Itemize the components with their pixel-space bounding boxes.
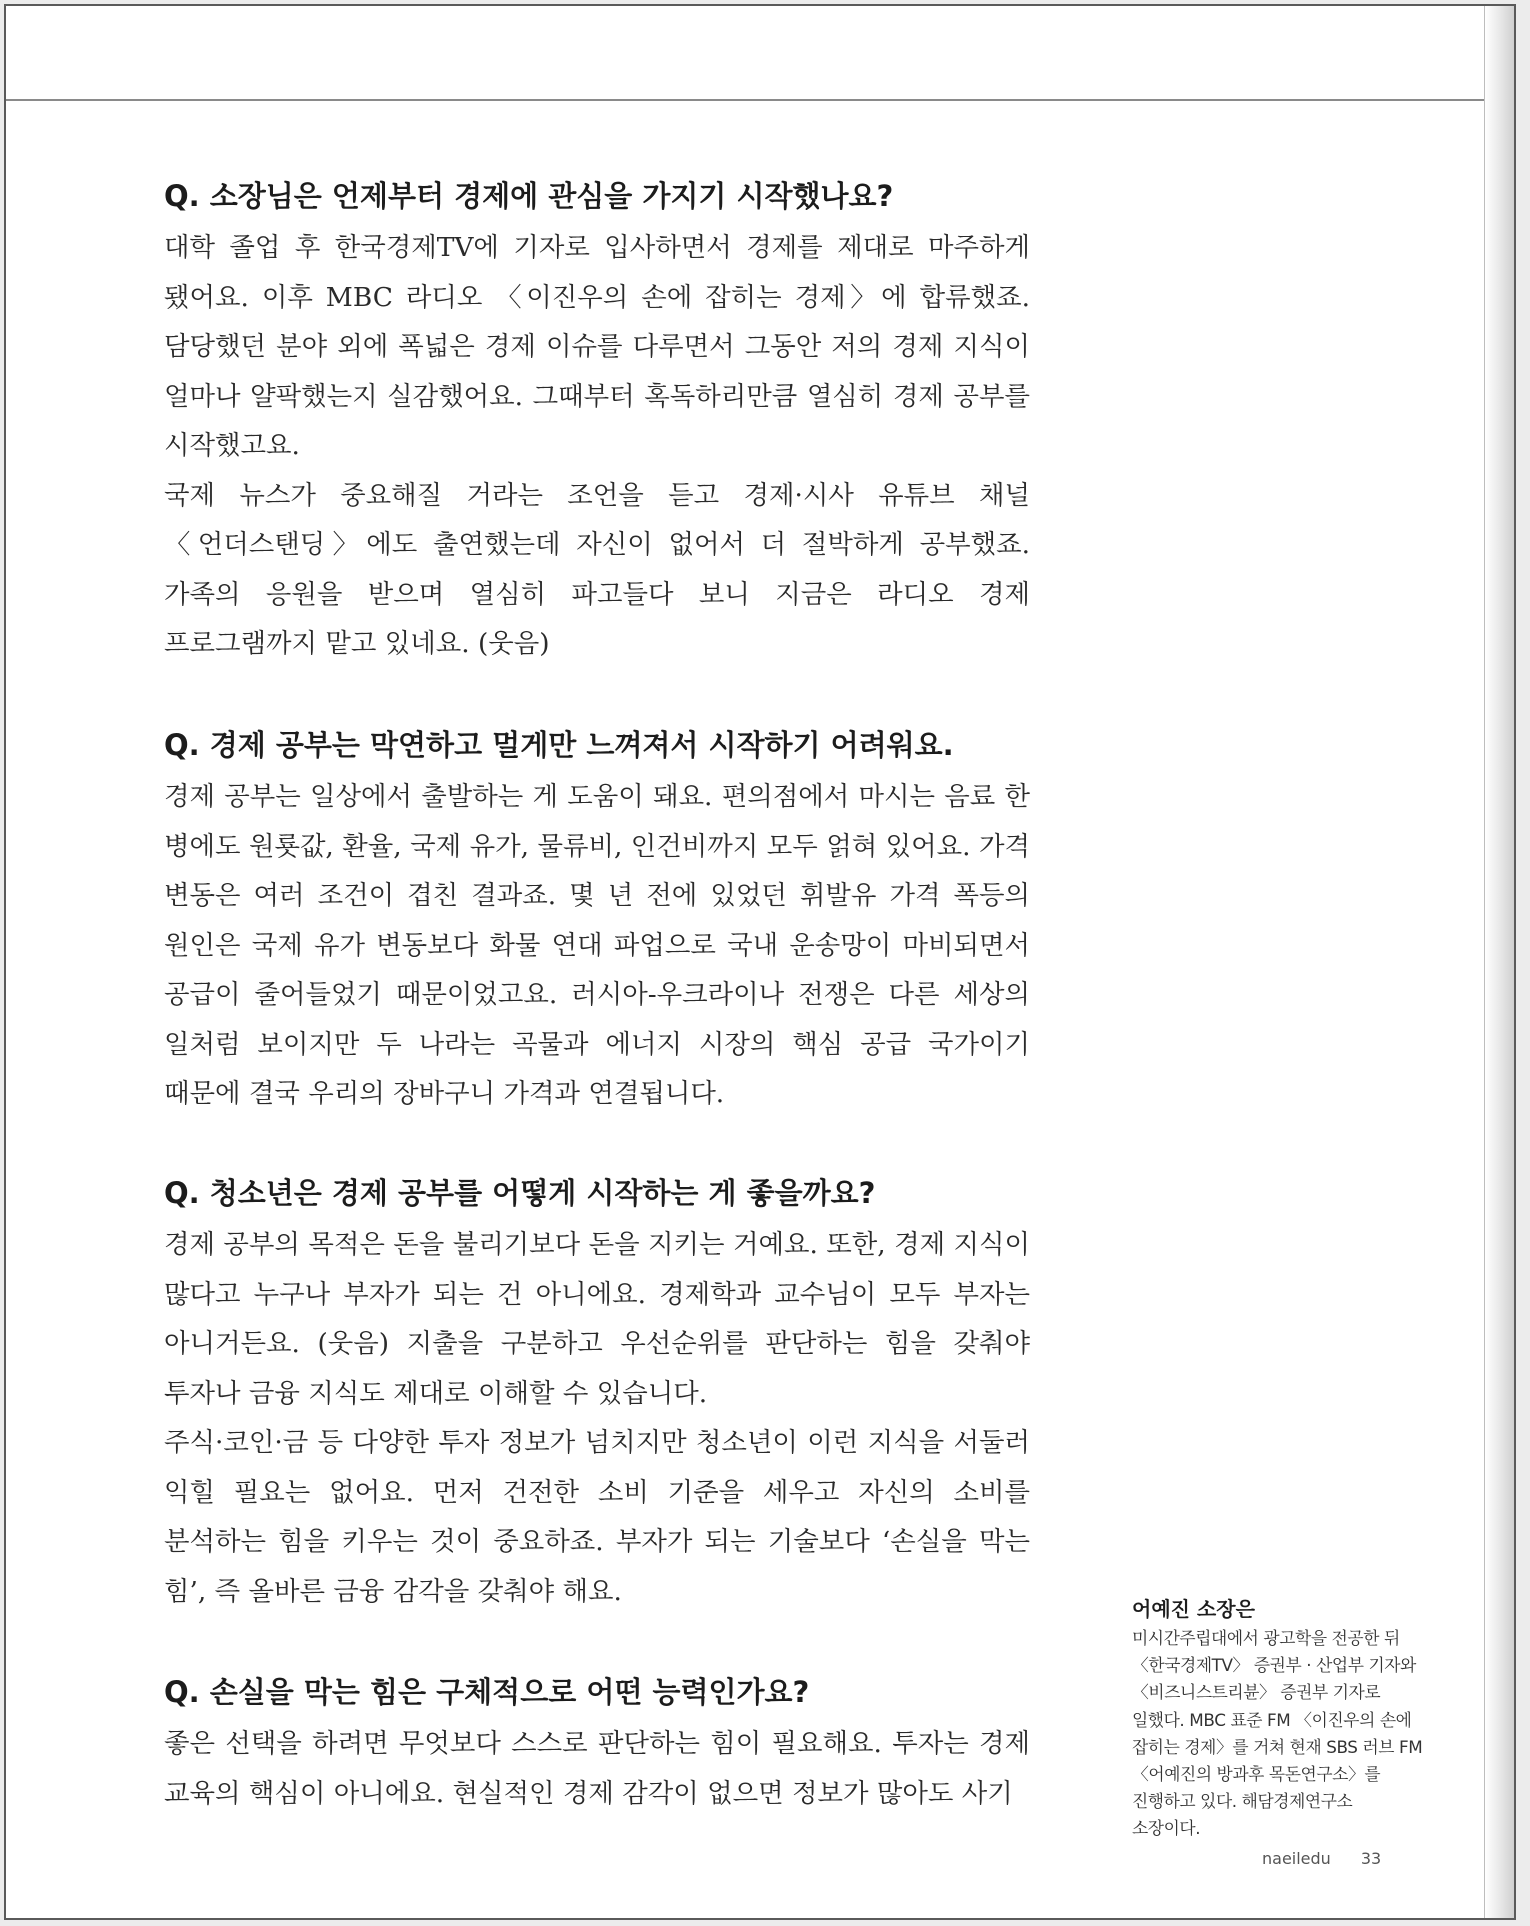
interview-section-1 [164, 176, 1030, 669]
answer-paragraph: 경제 공부의 목적은 돈을 불리기보다 돈을 지키는 거예요. 또한, 경제 지식이 많다고 누구나 부자가 되는 건 아니에요. 경제학과 교수님이 모두 부자는 아니거든요. (웃음) 지출을 구분하고 우선순위를 판단하는 힘을 갖춰야 투자나 금융 지식도 제대로 이해할 수 있습니다. [164, 1229, 1030, 1409]
question-heading: Q. 손실을 막는 힘은 구체적으로 어떤 능력인가요? [164, 1675, 810, 1709]
answer-paragraph: 주식·코인·금 등 다양한 투자 정보가 넘치지만 청소년이 이런 지식을 서둘러 익힐 필요는 없어요. 먼저 건전한 소비 기준을 세우고 자신의 소비를 분석하는 힘을 키우는 것이 중요하죠. 부자가 되는 기술보다 ‘손실을 막는 힘’, 즉 올바른 금융 감각을 갖춰야 해요. [164, 1427, 1030, 1607]
question-heading: Q. 소장님은 언제부터 경제에 관심을 가지기 시작했나요? [164, 179, 894, 213]
header-rule [6, 99, 1514, 101]
answer-paragraph: 국제 뉴스가 중요해질 거라는 조언을 듣고 경제·시사 유튜브 채널 〈언더스탠딩〉에도 출연했는데 자신이 없어서 더 절박하게 공부했죠. 가족의 응원을 받으며 열심히 파고들다 보니 지금은 라디오 경제 프로그램까지 맡고 있네요. (웃음) [164, 479, 1030, 659]
profile-sidebar [1132, 1595, 1424, 1843]
interview-section-2 [164, 725, 1030, 1119]
interview-section-4 [164, 1672, 1030, 1818]
magazine-page [4, 4, 1516, 1920]
page-edge [1484, 6, 1514, 1918]
profile-title: 어예진 소장은 [1132, 1597, 1255, 1621]
answer-paragraph: 경제 공부는 일상에서 출발하는 게 도움이 돼요. 편의점에서 마시는 음료 한 병에도 원룟값, 환율, 국제 유가, 물류비, 인건비까지 모두 얽혀 있어요. 가격 변동은 여러 조건이 겹친 결과죠. 몇 년 전에 있었던 휘발유 가격 폭등의 원인은 국제 유가 변동보다 화물 연대 파업으로 국내 운송망이 마비되면서 공급이 줄어들었기 때문이었고요. 러시아-우크라이나 전쟁은 다른 세상의 일처럼 보이지만 두 나라는 곡물과 에너지 시장의 핵심 공급 국가이기 때문에 결국 우리의 장바구니 가격과 연결됩니다. [164, 781, 1030, 1109]
answer-paragraph: 좋은 선택을 하려면 무엇보다 스스로 판단하는 힘이 필요해요. 투자는 경제 교육의 핵심이 아니에요. 현실적인 경제 감각이 없으면 정보가 많아도 사기 [164, 1728, 1030, 1809]
interview-section-3 [164, 1173, 1030, 1616]
answer-paragraph: 대학 졸업 후 한국경제TV에 기자로 입사하면서 경제를 제대로 마주하게 됐어요. 이후 MBC 라디오 〈이진우의 손에 잡히는 경제〉에 합류했죠. 담당했던 분야 외에 폭넓은 경제 이슈를 다루면서 그동안 저의 경제 지식이 얼마나 얄팍했는지 실감했어요. 그때부터 혹독하리만큼 열심히 경제 공부를 시작했고요. [164, 232, 1030, 461]
question-heading: Q. 경제 공부는 막연하고 멀게만 느껴져서 시작하기 어려워요. [164, 728, 954, 762]
publication-name: naeiledu [1262, 1849, 1331, 1868]
page-footer [1262, 1849, 1381, 1868]
profile-text: 미시간주립대에서 광고학을 전공한 뒤 〈한국경제TV〉 증권부 · 산업부 기자와 〈비즈니스트리뷴〉 증권부 기자로 일했다. MBC 표준 FM 〈이진우의 손에 잡히는 경제〉를 거쳐 현재 SBS 러브 FM 〈어예진의 방과후 목돈연구소〉를 진행하고 있다. 해담경제연구소 소장이다. [1132, 1628, 1423, 1839]
page-number: 33 [1360, 1849, 1382, 1868]
question-heading: Q. 청소년은 경제 공부를 어떻게 시작하는 게 좋을까요? [164, 1176, 876, 1210]
